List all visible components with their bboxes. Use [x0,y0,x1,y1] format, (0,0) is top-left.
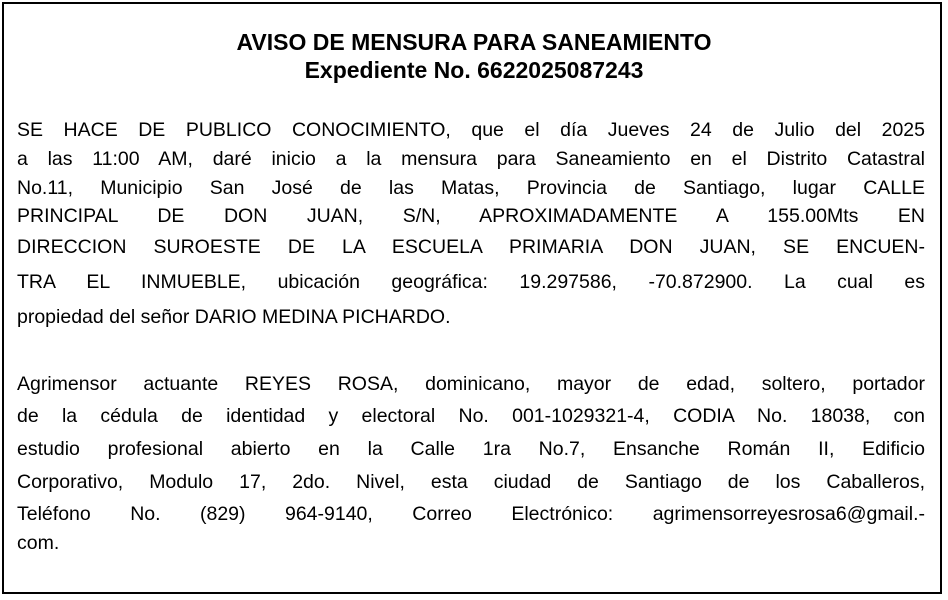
paragraph-2-line: estudio profesional abierto en la Calle 1ra No.7, Ensanche Román II, Edificio [17,438,925,460]
paragraph-1-line: propiedad del señor DARIO MEDINA PICHARDO. [17,306,451,328]
paragraph-2-line: Teléfono No. (829) 964-9140, Correo Electrónico: agrimensorreyesrosa6@gmail.- [17,503,925,525]
paragraph-1-line: No.11, Municipio San José de las Matas, Provincia de Santiago, lugar CALLE [17,177,925,199]
paragraph-1-line: SE HACE DE PUBLICO CONOCIMIENTO, que el día Jueves 24 de Julio del 2025 [17,119,925,141]
paragraph-1-line: DIRECCION SUROESTE DE LA ESCUELA PRIMARIA DON JUAN, SE ENCUEN- [17,236,925,258]
paragraph-1-line: a las 11:00 AM, daré inicio a la mensura para Saneamiento en el Distrito Catastral [17,148,925,170]
paragraph-1-line: TRA EL INMUEBLE, ubicación geográfica: 19.297586, -70.872900. La cual es [17,271,925,293]
paragraph-2-line: com. [17,532,60,554]
paragraph-2-line: de la cédula de identidad y electoral No. 001-1029321-4, CODIA No. 18038, con [17,405,925,427]
paragraph-1-line: PRINCIPAL DE DON JUAN, S/N, APROXIMADAMENTE A 155.00Mts EN [17,205,925,227]
paragraph-2-line: Agrimensor actuante REYES ROSA, dominicano, mayor de edad, soltero, portador [17,373,925,395]
expediente-number: Expediente No. 6622025087243 [304,57,644,83]
paragraph-2-line: Corporativo, Modulo 17, 2do. Nivel, esta ciudad de Santiago de los Caballeros, [17,471,925,493]
notice-title: AVISO DE MENSURA PARA SANEAMIENTO [236,29,712,55]
